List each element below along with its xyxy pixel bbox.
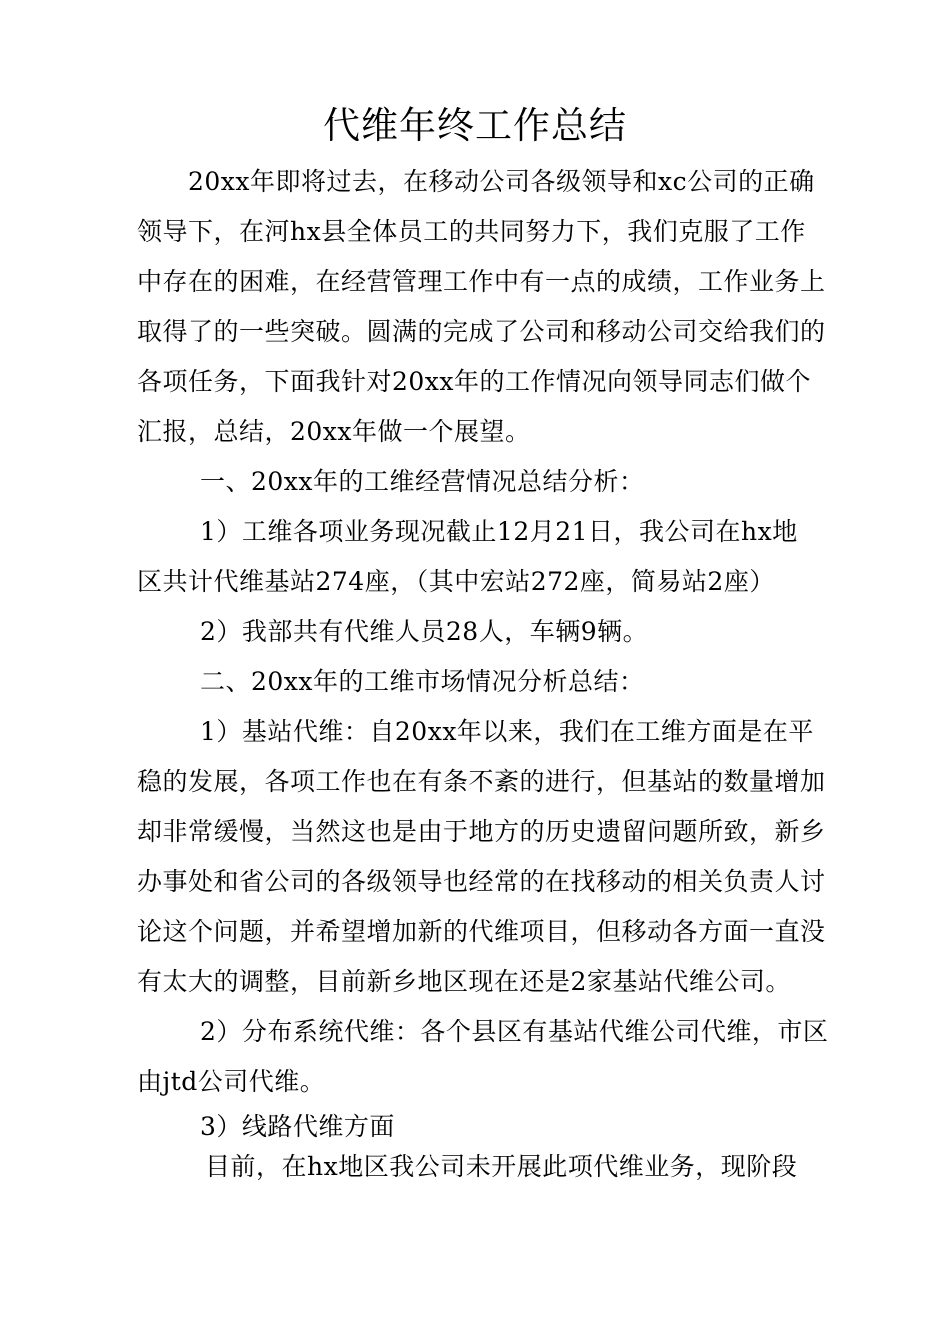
paragraph-line: 取得了的一些突破。圆满的完成了公司和移动公司交给我们的 (137, 317, 826, 346)
paragraph-line: 有太大的调整，目前新乡地区现在还是2家基站代维公司。 (137, 967, 791, 996)
paragraph-line: 20xx年即将过去，在移动公司各级领导和xc公司的正确 (188, 167, 815, 196)
paragraph-line: 3）线路代维方面 (200, 1112, 395, 1141)
paragraph-line: 1）基站代维：自20xx年以来，我们在工维方面是在平 (200, 717, 814, 746)
section-heading: 一、20xx年的工维经营情况总结分析： (200, 467, 645, 496)
section-heading: 二、20xx年的工维市场情况分析总结： (200, 667, 645, 696)
paragraph-line: 2）分布系统代维：各个县区有基站代维公司代维，市区 (200, 1017, 829, 1046)
paragraph-line: 由jtd公司代维。 (137, 1067, 326, 1096)
paragraph-line: 区共计代维基站274座，（其中宏站272座，简易站2座） (137, 567, 775, 596)
paragraph-line: 稳的发展，各项工作也在有条不紊的进行，但基站的数量增加 (137, 767, 826, 796)
paragraph-line: 各项任务，下面我针对20xx年的工作情况向领导同志们做个 (137, 367, 812, 396)
paragraph-line: 办事处和省公司的各级领导也经常的在找移动的相关负责人讨 (137, 867, 826, 896)
paragraph-line: 却非常缓慢，当然这也是由于地方的历史遗留问题所致，新乡 (137, 817, 826, 846)
paragraph-line: 领导下，在河hx县全体员工的共同努力下，我们克服了工作 (137, 217, 806, 246)
paragraph-line: 中存在的困难，在经营管理工作中有一点的成绩，工作业务上 (137, 267, 826, 296)
paragraph-line: 目前，在hx地区我公司未开展此项代维业务，现阶段 (205, 1152, 798, 1181)
paragraph-line: 2）我部共有代维人员28人，车辆9辆。 (200, 617, 649, 646)
document-title: 代维年终工作总结 (323, 104, 627, 147)
paragraph-line: 论这个问题，并希望增加新的代维项目，但移动各方面一直没 (137, 917, 826, 946)
paragraph-line: 1）工维各项业务现况截止12月21日，我公司在hx地 (200, 517, 798, 546)
paragraph-line: 汇报，总结，20xx年做一个展望。 (137, 417, 531, 446)
